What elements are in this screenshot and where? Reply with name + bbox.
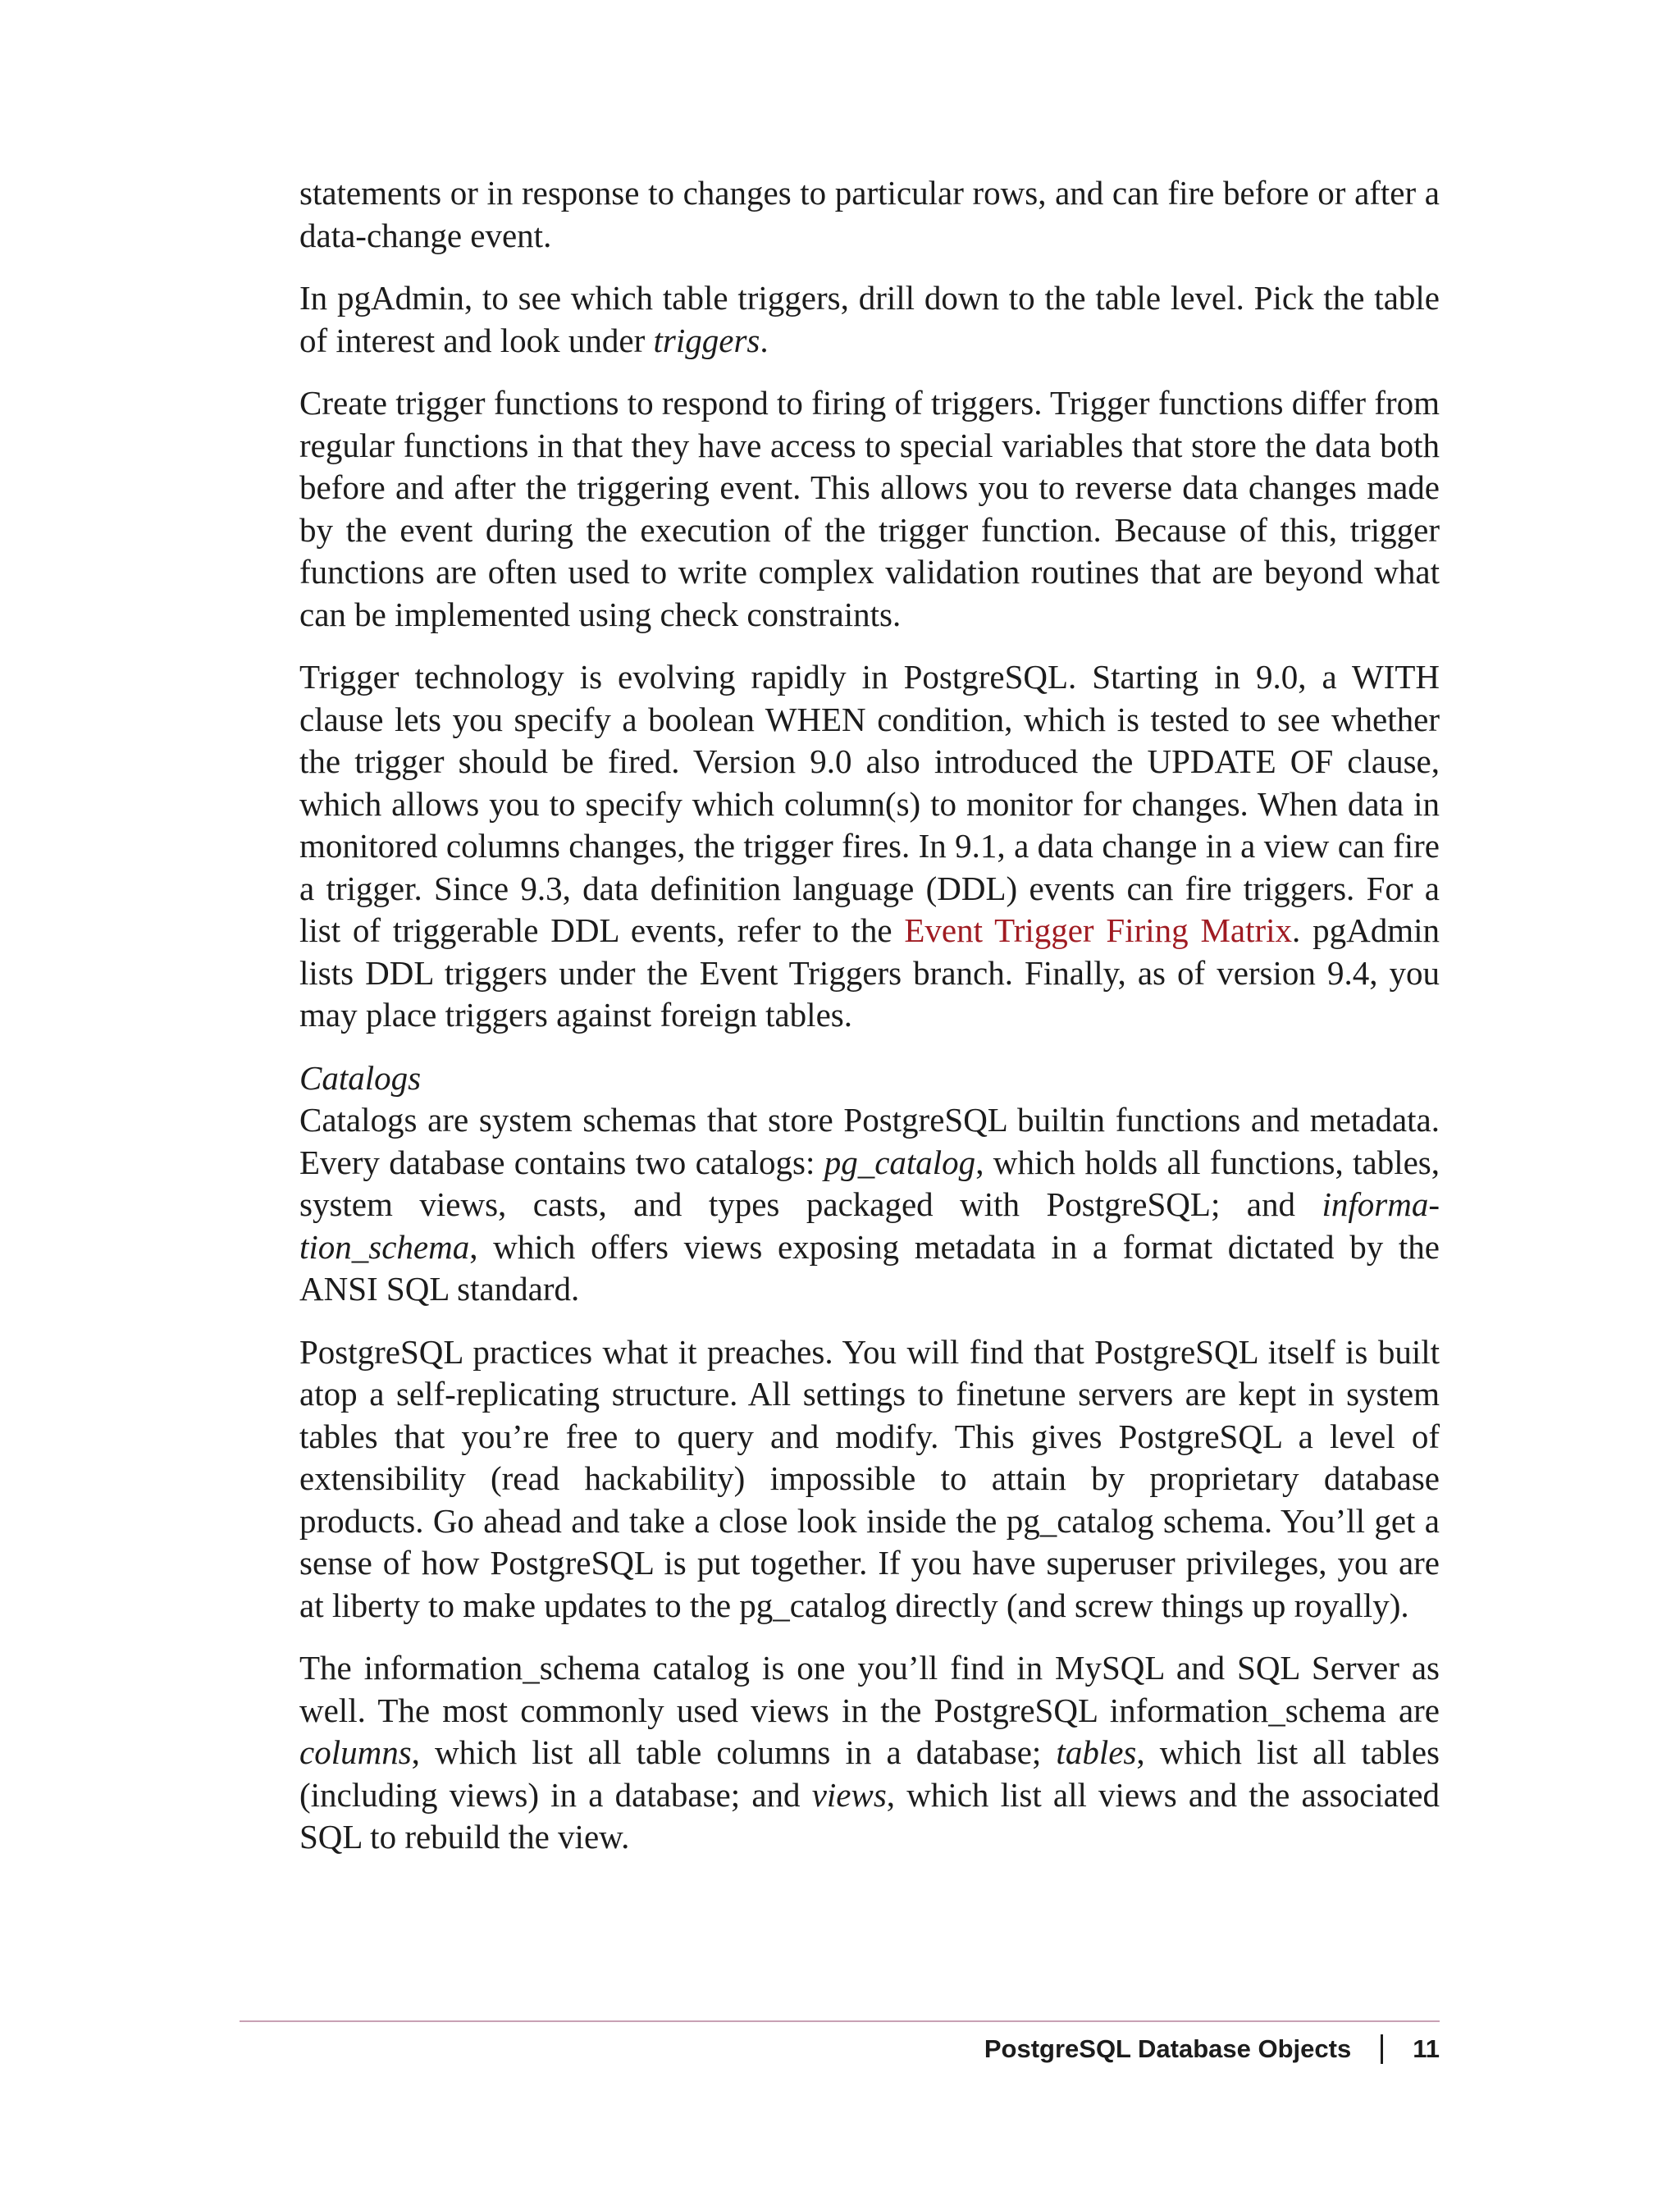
paragraph-trigger-functions: Create trigger functions to respond to firing of triggers. Trigger functions differ from regular functions in that they have access to special variables that store the data both before and after the triggering event. This allows you to reverse data changes made by the event during the execution of the trigger function. Because of this, trigger functions are often used to write complex validation routines that are beyond what can be implemented using check constraints. xyxy=(299,384,1440,633)
paragraph-trigger-events: statements or in response to changes to particular rows, and can fire before or after a data-change event. xyxy=(299,174,1440,254)
page-footer xyxy=(984,2034,1440,2064)
paragraph-pgadmin-triggers: In pgAdmin, to see which table triggers, drill down to the table level. Pick the table of interest and look under triggers. xyxy=(299,279,1440,359)
body-text xyxy=(299,172,1440,1879)
catalogs-heading: Catalogs xyxy=(299,1058,422,1097)
term-tables: tables xyxy=(1056,1733,1137,1771)
paragraph-information-schema: The information_schema catalog is one you’ll find in MySQL and SQL Server as well. The most commonly used views in the PostgreSQL information_schema are columns, which list all table columns in a database; tables, which list all tables (including views) in a database; and views, which list all views and the associated SQL to rebuild the view. xyxy=(299,1649,1440,1856)
footer-section-title: PostgreSQL Database Objects xyxy=(984,2034,1352,2063)
footer-separator xyxy=(1381,2034,1383,2064)
term-triggers: triggers xyxy=(653,321,760,359)
paragraph-trigger-technology: Trigger technology is evolving rapidly in PostgreSQL. Starting in 9.0, a WITH clause lets you specify a boolean WHEN condition, which is tested to see whether the trigger should be fired. Version 9.0 also introduced the UPDATE OF clause, which allows you to specify which column(s) to monitor for changes. When data in monitored columns changes, the trigger fires. In 9.1, a data change in a view can fire a trigger. Since 9.3, data definition language (DDL) events can fire triggers. For a list of triggerable DDL events, refer to the Event Trigger Firing Matrix. pgAdmin lists DDL triggers under the Event Triggers branch. Finally, as of version 9.4, you may place triggers against foreign tables. xyxy=(299,658,1440,1034)
term-views: views xyxy=(811,1775,887,1814)
term-information-schema: information_schema xyxy=(299,1185,1440,1266)
event-trigger-firing-matrix-link[interactable]: Event Trigger Firing Matrix xyxy=(904,911,1293,949)
term-pg-catalog: pg_catalog xyxy=(824,1143,976,1181)
paragraph-postgresql-practices: PostgreSQL practices what it preaches. You will find that PostgreSQL itself is built atop a self-replicating structure. All settings to finetune servers are kept in system tables that you’re free to query and modify. This gives PostgreSQL a level of extensibility (read hackability) impossible to attain by proprietary database products. Go ahead and take a close look inside the pg_catalog schema. You’ll get a sense of how PostgreSQL is put together. If you have superuser privileges, you are at liberty to make updates to the pg_catalog directly (and screw things up royally). xyxy=(299,1332,1440,1624)
term-columns: columns xyxy=(299,1733,412,1771)
paragraph-catalogs-intro: Catalogs are system schemas that store PostgreSQL builtin functions and metadata. Every database contains two catalogs: pg_catalog, which holds all functions, tables, system views, casts, and types packaged with PostgreSQL; and information_schema, which offers views exposing metadata in a format dictated by the ANSI SQL standard. xyxy=(299,1101,1440,1308)
footer-divider xyxy=(240,2020,1440,2022)
catalogs-definition xyxy=(299,1099,1440,1859)
page-number: 11 xyxy=(1413,2034,1440,2063)
